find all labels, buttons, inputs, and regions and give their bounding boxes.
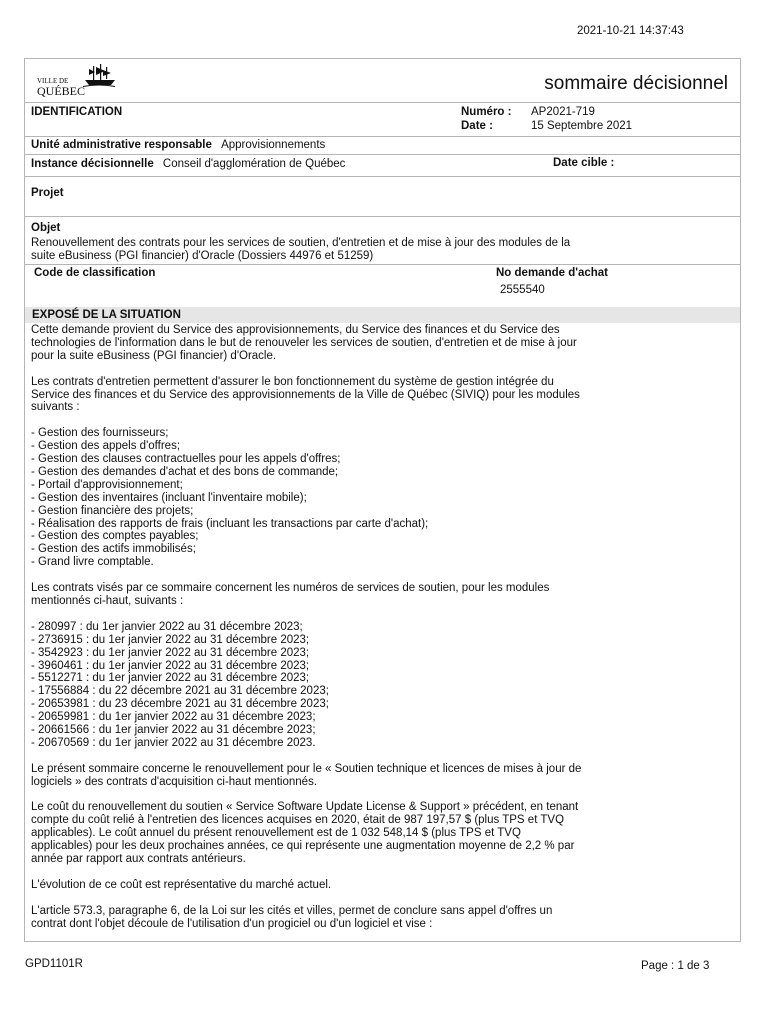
objet-label: Objet	[31, 222, 61, 234]
paragraph-4: Le présent sommaire concerne le renouvellement pour le « Soutien technique et licences de mises à jour de logiciels » des contrats d'acquisition ci-haut mentionnés.	[31, 762, 582, 788]
objet-line: suite eBusiness (PGI financier) d'Oracle (Dossiers 44976 et 51259)	[31, 250, 374, 262]
ville-de-quebec-logo	[35, 63, 115, 97]
paragraph-6: L'évolution de ce coût est représentative du marché actuel.	[31, 878, 332, 891]
list-item: - Portail d'approvisionnement;	[31, 478, 183, 491]
code-classification-label: Code de classification	[34, 267, 156, 279]
list-item: - 20653981 : du 23 décembre 2021 au 31 décembre 2023;	[31, 698, 329, 711]
list-item: - 280997 : du 1er janvier 2022 au 31 décembre 2023;	[31, 620, 303, 633]
no-demande-value: 2555540	[500, 284, 545, 296]
paragraph-1: Cette demande provient du Service des approvisionnements, du Service des finances et du Service des technologies de l'information dans le but de renouveler les services de soutien, d'entretien et de mise à jour pour la suite eBusiness (PGI financier) d'Oracle.	[31, 324, 577, 362]
unite-row	[31, 139, 325, 151]
identification-label: IDENTIFICATION	[31, 106, 123, 118]
numero-label: Numéro :	[461, 106, 512, 118]
instance-row	[31, 158, 345, 170]
list-item: - Gestion des comptes payables;	[31, 530, 199, 543]
svg-text:VILLE DE: VILLE DE	[37, 77, 69, 85]
paragraph-2: Les contrats d'entretien permettent d'assurer le bon fonctionnement du système de gestion intégrée du Service des finances et du Service des approvisionnements de la Ville de Québec (SIVIQ) pour les modules suivants :	[31, 375, 580, 414]
date-value: 15 Septembre 2021	[531, 120, 633, 132]
expose-body	[31, 324, 721, 943]
document-title: sommaire décisionnel	[544, 73, 728, 94]
list-item: - 3960461 : du 1er janvier 2022 au 31 décembre 2023;	[31, 659, 310, 672]
numero-value: AP2021-719	[531, 106, 595, 118]
list-item: - Grand livre comptable.	[31, 556, 154, 569]
paragraph-3: Les contrats visés par ce sommaire concernent les numéros de services de soutien, pour les modules mentionnés ci-haut, suivants :	[31, 582, 550, 607]
page-number: Page : 1 de 3	[641, 960, 710, 972]
list-item: - Gestion des clauses contractuelles pour les appels d'offres;	[31, 453, 341, 466]
list-item: - 2736915 : du 1er janvier 2022 au 31 décembre 2023;	[31, 633, 310, 646]
instance-value: Conseil d'agglomération de Québec	[162, 158, 346, 170]
paragraph-5: Le coût du renouvellement du soutien « Service Software Update License & Support » précédent, en tenant compte du coût relié à l'entretien des licences acquises en 2020, était de 987 197,57 $ (plus TPS et TVQ applicables). Le coût annuel du présent renouvellement est de 1 032 548,14 $ (plus TPS et TVQ applicables) pour les deux prochaines années, ce qui représente une augmentation moyenne de 2,2 % par année par rapport aux contrats antérieurs.	[31, 801, 579, 866]
paragraph-7: L'article 573.3, paragraphe 6, de la Loi sur les cités et villes, permet de conclure sans appel d'offres un contrat dont l'objet découle de l'utilisation d'un progiciel ou d'un logiciel et vise :	[31, 904, 553, 930]
objet-line: Renouvellement des contrats pour les services de soutien, d'entretien et de mise à jour des modules de la	[31, 237, 571, 249]
list-item: - Gestion financière des projets;	[31, 504, 194, 517]
list-item: - 17556884 : du 22 décembre 2021 au 31 décembre 2023;	[31, 685, 329, 698]
list-item: - 3542923 : du 1er janvier 2022 au 31 décembre 2023;	[31, 646, 310, 659]
unite-label: Unité administrative responsable	[31, 139, 212, 151]
list-item: - Gestion des actifs immobilisés;	[31, 543, 196, 556]
timestamp: 2021-10-21 14:37:43	[577, 25, 684, 37]
list-item: - Réalisation des rapports de frais (incluant les transactions par carte d'achat);	[31, 517, 429, 530]
list-item: - 5512271 : du 1er janvier 2022 au 31 décembre 2023;	[31, 672, 310, 685]
modules-list	[31, 427, 721, 569]
list-item: - 20659981 : du 1er janvier 2022 au 31 décembre 2023;	[31, 711, 316, 724]
summary-form	[24, 58, 741, 942]
list-item: - Gestion des fournisseurs;	[31, 427, 169, 440]
list-item: - 20670569 : du 1er janvier 2022 au 31 décembre 2023.	[31, 736, 316, 749]
date-label: Date :	[461, 120, 493, 132]
date-cible-label: Date cible :	[553, 157, 615, 169]
svg-text:QUÉBEC: QUÉBEC	[37, 84, 85, 97]
list-item: - Gestion des inventaires (incluant l'inventaire mobile);	[31, 491, 307, 504]
list-item: - Gestion des demandes d'achat et des bons de commande;	[31, 465, 339, 478]
objet-text	[31, 237, 570, 263]
no-demande-label: No demande d'achat	[496, 267, 609, 279]
expose-heading: EXPOSÉ DE LA SITUATION	[25, 307, 740, 323]
projet-label: Projet	[31, 187, 64, 199]
list-item: - 20661566 : du 1er janvier 2022 au 31 décembre 2023;	[31, 724, 316, 737]
list-item: - Gestion des appels d'offres;	[31, 440, 181, 453]
contracts-list	[31, 621, 721, 750]
unite-value: Approvisionnements	[221, 139, 326, 151]
form-code: GPD1101R	[25, 958, 83, 970]
instance-label: Instance décisionnelle	[31, 158, 154, 170]
